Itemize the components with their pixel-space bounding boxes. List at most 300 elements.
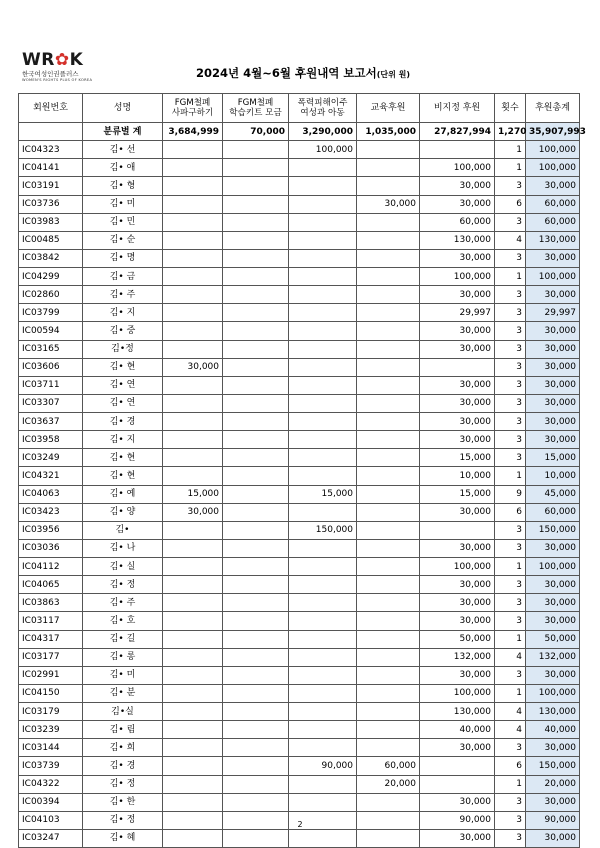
cell-undesignated: 30,000 <box>420 576 495 594</box>
table-row <box>19 757 580 775</box>
table-row <box>19 703 580 721</box>
table-row <box>19 666 580 684</box>
cell-name: 김• 금 <box>83 268 163 286</box>
cell-count: 3 <box>495 521 526 539</box>
cell-fgm-kit <box>223 231 289 249</box>
table-row <box>19 304 580 322</box>
header-total: 후원총계 <box>526 94 580 123</box>
table-row <box>19 376 580 394</box>
cell-member-id: IC03983 <box>19 213 83 231</box>
cell-fgm-safa <box>163 195 223 213</box>
cell-fgm-kit <box>223 594 289 612</box>
header-line: 폭력피해이주 <box>297 97 348 108</box>
cell-member-id: IC03249 <box>19 449 83 467</box>
cell-undesignated: 30,000 <box>420 322 495 340</box>
cell-violence <box>289 304 357 322</box>
cell-total: 130,000 <box>526 703 580 721</box>
cell-violence <box>289 829 357 847</box>
cell-name: 김• 예 <box>83 485 163 503</box>
cell-violence <box>289 503 357 521</box>
cell-education <box>357 249 420 267</box>
cell-fgm-kit <box>223 703 289 721</box>
cell-member-id: IC04141 <box>19 159 83 177</box>
cell-member-id: IC03637 <box>19 413 83 431</box>
table-row <box>19 576 580 594</box>
cell-total: 50,000 <box>526 630 580 648</box>
table-row <box>19 213 580 231</box>
cell-undesignated: 30,000 <box>420 394 495 412</box>
cell-fgm-safa: 30,000 <box>163 358 223 376</box>
cell-count: 3 <box>495 739 526 757</box>
cell-violence <box>289 684 357 702</box>
cell-member-id: IC03307 <box>19 394 83 412</box>
cell-fgm-kit <box>223 268 289 286</box>
cell-count: 4 <box>495 648 526 666</box>
cell-violence <box>289 666 357 684</box>
cell-count: 3 <box>495 829 526 847</box>
summary-count: 1,270 <box>495 123 526 141</box>
cell-count: 3 <box>495 249 526 267</box>
cell-fgm-kit <box>223 413 289 431</box>
cell-count: 3 <box>495 594 526 612</box>
cell-violence <box>289 249 357 267</box>
cell-education: 20,000 <box>357 775 420 793</box>
table-row <box>19 286 580 304</box>
cell-violence: 100,000 <box>289 141 357 159</box>
cell-member-id: IC04321 <box>19 467 83 485</box>
cell-undesignated: 30,000 <box>420 666 495 684</box>
cell-member-id: IC03956 <box>19 521 83 539</box>
cell-total: 10,000 <box>526 467 580 485</box>
cell-fgm-kit <box>223 630 289 648</box>
cell-undesignated: 10,000 <box>420 467 495 485</box>
cell-education <box>357 431 420 449</box>
cell-undesignated: 30,000 <box>420 195 495 213</box>
cell-count: 3 <box>495 358 526 376</box>
table-row <box>19 539 580 557</box>
cell-education <box>357 666 420 684</box>
cell-total: 100,000 <box>526 159 580 177</box>
cell-total: 30,000 <box>526 358 580 376</box>
cell-violence <box>289 576 357 594</box>
cell-violence <box>289 340 357 358</box>
cell-violence: 150,000 <box>289 521 357 539</box>
cell-education <box>357 449 420 467</box>
cell-member-id: IC03799 <box>19 304 83 322</box>
cell-total: 150,000 <box>526 757 580 775</box>
cell-education <box>357 141 420 159</box>
cell-count: 3 <box>495 213 526 231</box>
cell-violence <box>289 467 357 485</box>
summary-label: 분류별 계 <box>83 123 163 141</box>
cell-member-id: IC00485 <box>19 231 83 249</box>
report-title <box>196 66 410 82</box>
cell-total: 100,000 <box>526 558 580 576</box>
cell-total: 45,000 <box>526 485 580 503</box>
cell-fgm-kit <box>223 376 289 394</box>
cell-education <box>357 394 420 412</box>
cell-fgm-kit <box>223 304 289 322</box>
cell-violence <box>289 793 357 811</box>
table-row <box>19 358 580 376</box>
summary-total: 35,907,993 <box>526 123 580 141</box>
cell-education <box>357 829 420 847</box>
cell-violence: 90,000 <box>289 757 357 775</box>
cell-fgm-kit <box>223 485 289 503</box>
cell-name: 김• 형 <box>83 177 163 195</box>
summary-violence: 3,290,000 <box>289 123 357 141</box>
cell-count: 3 <box>495 376 526 394</box>
cell-fgm-kit <box>223 612 289 630</box>
table-body <box>19 123 586 848</box>
cell-violence <box>289 394 357 412</box>
cell-undesignated: 29,997 <box>420 304 495 322</box>
cell-undesignated: 15,000 <box>420 485 495 503</box>
cell-count: 3 <box>495 793 526 811</box>
cell-violence <box>289 431 357 449</box>
cell-name: 김• 현 <box>83 449 163 467</box>
cell-fgm-kit <box>223 195 289 213</box>
cell-violence <box>289 775 357 793</box>
cell-fgm-kit <box>223 521 289 539</box>
header-line: FGM철폐 <box>174 97 211 108</box>
table-row <box>19 141 580 159</box>
cell-member-id: IC04323 <box>19 141 83 159</box>
cell-count: 1 <box>495 630 526 648</box>
cell-violence <box>289 558 357 576</box>
cell-total: 30,000 <box>526 666 580 684</box>
cell-undesignated: 30,000 <box>420 612 495 630</box>
cell-education <box>357 413 420 431</box>
cell-count: 3 <box>495 394 526 412</box>
cell-undesignated: 30,000 <box>420 340 495 358</box>
cell-member-id: IC04322 <box>19 775 83 793</box>
table-row <box>19 630 580 648</box>
cell-count: 6 <box>495 503 526 521</box>
cell-undesignated <box>420 521 495 539</box>
cell-total: 15,000 <box>526 449 580 467</box>
cell-violence <box>289 213 357 231</box>
cell-fgm-safa <box>163 829 223 847</box>
report-title-text: 2024년 4월~6월 후원내역 보고서 <box>196 66 377 80</box>
cell-undesignated: 15,000 <box>420 449 495 467</box>
cell-name: 김• 민 <box>83 213 163 231</box>
cell-fgm-kit <box>223 775 289 793</box>
cell-fgm-safa <box>163 721 223 739</box>
cell-name: 김• 미 <box>83 195 163 213</box>
cell-fgm-kit <box>223 793 289 811</box>
cell-member-id: IC03842 <box>19 249 83 267</box>
donation-report-table <box>18 93 586 848</box>
cell-total: 150,000 <box>526 521 580 539</box>
cell-count: 3 <box>495 612 526 630</box>
cell-fgm-kit <box>223 666 289 684</box>
cell-fgm-safa <box>163 630 223 648</box>
cell-member-id: IC03177 <box>19 648 83 666</box>
cell-total: 30,000 <box>526 322 580 340</box>
cell-fgm-safa <box>163 739 223 757</box>
cell-count: 9 <box>495 485 526 503</box>
table-row <box>19 449 580 467</box>
cell-total: 30,000 <box>526 576 580 594</box>
cell-total: 30,000 <box>526 539 580 557</box>
cell-count: 3 <box>495 811 526 829</box>
cell-total: 30,000 <box>526 286 580 304</box>
cell-name: 김• 림 <box>83 721 163 739</box>
cell-name: 김• 미 <box>83 666 163 684</box>
cell-violence: 15,000 <box>289 485 357 503</box>
cell-fgm-kit <box>223 213 289 231</box>
cell-education: 60,000 <box>357 757 420 775</box>
table-row <box>19 521 580 539</box>
cell-member-id: IC04299 <box>19 268 83 286</box>
cell-member-id: IC02860 <box>19 286 83 304</box>
cell-undesignated: 30,000 <box>420 739 495 757</box>
cell-fgm-safa <box>163 576 223 594</box>
cell-fgm-kit <box>223 721 289 739</box>
cell-fgm-safa <box>163 539 223 557</box>
table-row <box>19 467 580 485</box>
cell-fgm-kit <box>223 340 289 358</box>
cell-count: 1 <box>495 775 526 793</box>
cell-member-id: IC04317 <box>19 630 83 648</box>
cell-name: 김•정 <box>83 340 163 358</box>
cell-count: 3 <box>495 340 526 358</box>
cell-education <box>357 612 420 630</box>
cell-fgm-kit <box>223 159 289 177</box>
cell-education <box>357 703 420 721</box>
cell-total: 30,000 <box>526 612 580 630</box>
cell-member-id: IC03247 <box>19 829 83 847</box>
table-row <box>19 829 580 847</box>
cell-violence <box>289 286 357 304</box>
cell-education <box>357 576 420 594</box>
cell-undesignated: 30,000 <box>420 539 495 557</box>
cell-undesignated: 130,000 <box>420 703 495 721</box>
cell-count: 3 <box>495 431 526 449</box>
table-row <box>19 322 580 340</box>
cell-total: 30,000 <box>526 793 580 811</box>
cell-education: 30,000 <box>357 195 420 213</box>
cell-violence <box>289 703 357 721</box>
cell-undesignated: 100,000 <box>420 159 495 177</box>
table-row <box>19 558 580 576</box>
cell-violence <box>289 721 357 739</box>
cell-total: 30,000 <box>526 594 580 612</box>
cell-fgm-kit <box>223 467 289 485</box>
cell-count: 1 <box>495 467 526 485</box>
header-education: 교육후원 <box>357 94 420 123</box>
cell-undesignated: 30,000 <box>420 249 495 267</box>
cell-education <box>357 286 420 304</box>
cell-fgm-kit <box>223 177 289 195</box>
cell-fgm-safa <box>163 394 223 412</box>
cell-count: 4 <box>495 231 526 249</box>
cell-education <box>357 648 420 666</box>
cell-name: 김• 애 <box>83 159 163 177</box>
cell-name: 김• 정 <box>83 775 163 793</box>
cell-fgm-safa <box>163 376 223 394</box>
cell-name: 김• 호 <box>83 612 163 630</box>
cell-undesignated: 132,000 <box>420 648 495 666</box>
cell-total: 29,997 <box>526 304 580 322</box>
cell-undesignated: 30,000 <box>420 413 495 431</box>
cell-fgm-safa <box>163 594 223 612</box>
cell-total: 60,000 <box>526 195 580 213</box>
cell-fgm-safa <box>163 340 223 358</box>
cell-education <box>357 485 420 503</box>
cell-violence <box>289 739 357 757</box>
cell-undesignated: 90,000 <box>420 811 495 829</box>
table-row <box>19 195 580 213</box>
cell-violence <box>289 630 357 648</box>
table-row <box>19 268 580 286</box>
cell-total: 132,000 <box>526 648 580 666</box>
summary-undesignated: 27,827,994 <box>420 123 495 141</box>
cell-member-id: IC03711 <box>19 376 83 394</box>
cell-education <box>357 558 420 576</box>
cell-fgm-safa <box>163 231 223 249</box>
cell-total: 30,000 <box>526 739 580 757</box>
cell-name: 김• 지 <box>83 304 163 322</box>
cell-name: 김• 중 <box>83 322 163 340</box>
cell-count: 1 <box>495 684 526 702</box>
logo-wordmark-part: WR <box>22 50 55 70</box>
table-row <box>19 594 580 612</box>
cell-fgm-safa: 30,000 <box>163 503 223 521</box>
cell-fgm-kit <box>223 394 289 412</box>
table-row <box>19 231 580 249</box>
cell-fgm-safa <box>163 703 223 721</box>
cell-fgm-safa <box>163 648 223 666</box>
cell-member-id: IC03117 <box>19 612 83 630</box>
cell-name: 김• 실 <box>83 558 163 576</box>
cell-name: 김• 양 <box>83 503 163 521</box>
cell-undesignated: 30,000 <box>420 177 495 195</box>
cell-fgm-kit <box>223 358 289 376</box>
cell-total: 40,000 <box>526 721 580 739</box>
cell-member-id: IC04063 <box>19 485 83 503</box>
cell-fgm-kit <box>223 829 289 847</box>
cell-fgm-safa <box>163 558 223 576</box>
cell-name: 김• 선 <box>83 141 163 159</box>
table-row <box>19 684 580 702</box>
cell-violence <box>289 195 357 213</box>
table-header-row <box>19 94 580 123</box>
summary-cell-empty <box>19 123 83 141</box>
cell-total: 30,000 <box>526 394 580 412</box>
cell-member-id: IC03736 <box>19 195 83 213</box>
cell-education <box>357 358 420 376</box>
cell-education <box>357 739 420 757</box>
table-row <box>19 413 580 431</box>
table-row <box>19 648 580 666</box>
table-row <box>19 775 580 793</box>
cell-fgm-safa <box>163 431 223 449</box>
cell-education <box>357 521 420 539</box>
cell-name: 김• 경 <box>83 757 163 775</box>
cell-education <box>357 503 420 521</box>
table-row <box>19 249 580 267</box>
header-line: 사파구하기 <box>171 108 214 118</box>
table-row <box>19 159 580 177</box>
cell-fgm-safa <box>163 449 223 467</box>
cell-name: 김• 순 <box>83 231 163 249</box>
cell-total: 90,000 <box>526 811 580 829</box>
cell-fgm-kit <box>223 503 289 521</box>
cell-fgm-kit <box>223 558 289 576</box>
cell-total: 30,000 <box>526 413 580 431</box>
cell-fgm-safa <box>163 177 223 195</box>
logo-english-name: WOMEN'S RIGHTS PLUS OF KOREA <box>22 78 93 82</box>
cell-education <box>357 231 420 249</box>
cell-name: 김• 정 <box>83 576 163 594</box>
cell-fgm-safa <box>163 249 223 267</box>
cell-name: 김• 경 <box>83 413 163 431</box>
cell-violence <box>289 177 357 195</box>
table-row <box>19 739 580 757</box>
cell-count: 3 <box>495 449 526 467</box>
cell-name: 김• 나 <box>83 539 163 557</box>
cell-undesignated: 60,000 <box>420 213 495 231</box>
cell-fgm-safa <box>163 775 223 793</box>
cell-undesignated <box>420 358 495 376</box>
cell-violence <box>289 322 357 340</box>
logo-flower-icon: ✿ <box>54 50 70 70</box>
cell-total: 100,000 <box>526 141 580 159</box>
cell-undesignated: 30,000 <box>420 829 495 847</box>
cell-count: 1 <box>495 268 526 286</box>
logo-wordmark <box>22 52 132 69</box>
report-unit-note: (단위 원) <box>376 70 411 79</box>
summary-fgm-kit: 70,000 <box>223 123 289 141</box>
cell-count: 1 <box>495 159 526 177</box>
cell-fgm-kit <box>223 449 289 467</box>
cell-member-id: IC03191 <box>19 177 83 195</box>
cell-education <box>357 467 420 485</box>
cell-fgm-safa <box>163 793 223 811</box>
cell-total: 20,000 <box>526 775 580 793</box>
cell-name: 김• 지 <box>83 431 163 449</box>
cell-name: 김• 롱 <box>83 648 163 666</box>
cell-name: 김• 현 <box>83 467 163 485</box>
cell-total: 130,000 <box>526 231 580 249</box>
cell-violence <box>289 648 357 666</box>
cell-name: 김•실 <box>83 703 163 721</box>
cell-count: 1 <box>495 141 526 159</box>
cell-member-id: IC03179 <box>19 703 83 721</box>
cell-member-id: IC04150 <box>19 684 83 702</box>
cell-name: 김• 주 <box>83 594 163 612</box>
summary-fgm-safa: 3,684,999 <box>163 123 223 141</box>
cell-education <box>357 340 420 358</box>
cell-undesignated: 50,000 <box>420 630 495 648</box>
cell-total: 30,000 <box>526 177 580 195</box>
cell-member-id: IC03036 <box>19 539 83 557</box>
logo-wordmark-part: K <box>69 50 84 70</box>
cell-member-id: IC03606 <box>19 358 83 376</box>
cell-fgm-safa <box>163 757 223 775</box>
cell-count: 3 <box>495 539 526 557</box>
cell-education <box>357 159 420 177</box>
cell-member-id: IC00594 <box>19 322 83 340</box>
table-row <box>19 340 580 358</box>
cell-fgm-kit <box>223 648 289 666</box>
cell-count: 3 <box>495 322 526 340</box>
cell-count: 3 <box>495 177 526 195</box>
cell-name: 김• <box>83 521 163 539</box>
cell-education <box>357 304 420 322</box>
